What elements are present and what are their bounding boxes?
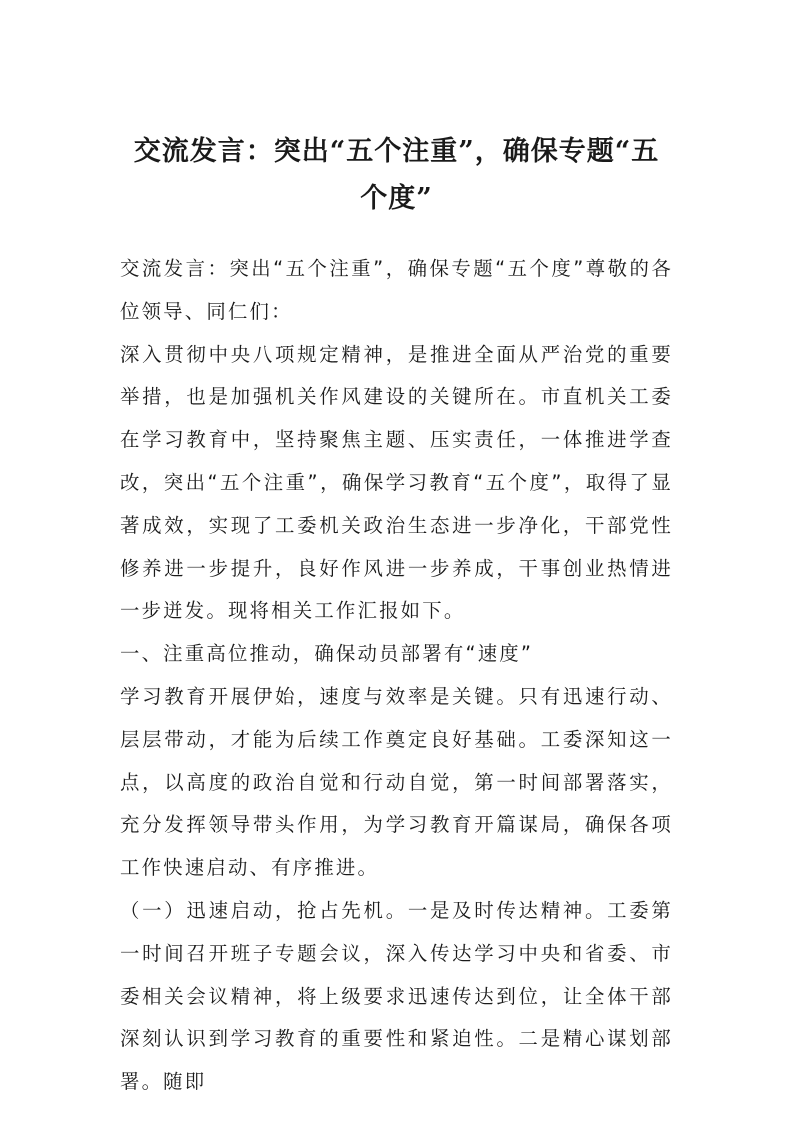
section-heading-1: 一、注重高位推动，确保动员部署有“速度” [120, 642, 534, 666]
paragraph-section-1: 学习教育开展伊始，速度与效率是关键。只有迅速行动、层层带动，才能为后续工作奠定良好基础。工委深知这一点，以高度的政治自觉和行动自觉，第一时间部署落实，充分发挥领导带头作用，为学习教育开篇谋局，确保各项工作快速启动、有序推进。 [120, 684, 673, 880]
document-body [120, 248, 673, 1104]
paragraph-subsection-1: （一）迅速启动，抢占先机。一是及时传达精神。工委第一时间召开班子专题会议，深入传达学习中央和省委、市委相关会议精神，将上级要求迅速传达到位，让全体干部深刻认识到学习教育的重要性和紧迫性。二是精心谋划部署。随即 [120, 898, 673, 1094]
paragraph-intro: 深入贯彻中央八项规定精神，是推进全面从严治党的重要举措，也是加强机关作风建设的关键所在。市直机关工委在学习教育中，坚持聚焦主题、压实责任，一体推进学查改，突出“五个注重”，确保学习教育“五个度”，取得了显著成效，实现了工委机关政治生态进一步净化，干部党性修养进一步提升，良好作风进一步养成，干事创业热情进一步迸发。现将相关工作汇报如下。 [120, 342, 673, 623]
document-title: 交流发言：突出“五个注重”，确保专题“五个度” [133, 136, 660, 214]
paragraph-greeting: 交流发言：突出“五个注重”，确保专题“五个度”尊敬的各位领导、同仁们： [120, 257, 673, 323]
